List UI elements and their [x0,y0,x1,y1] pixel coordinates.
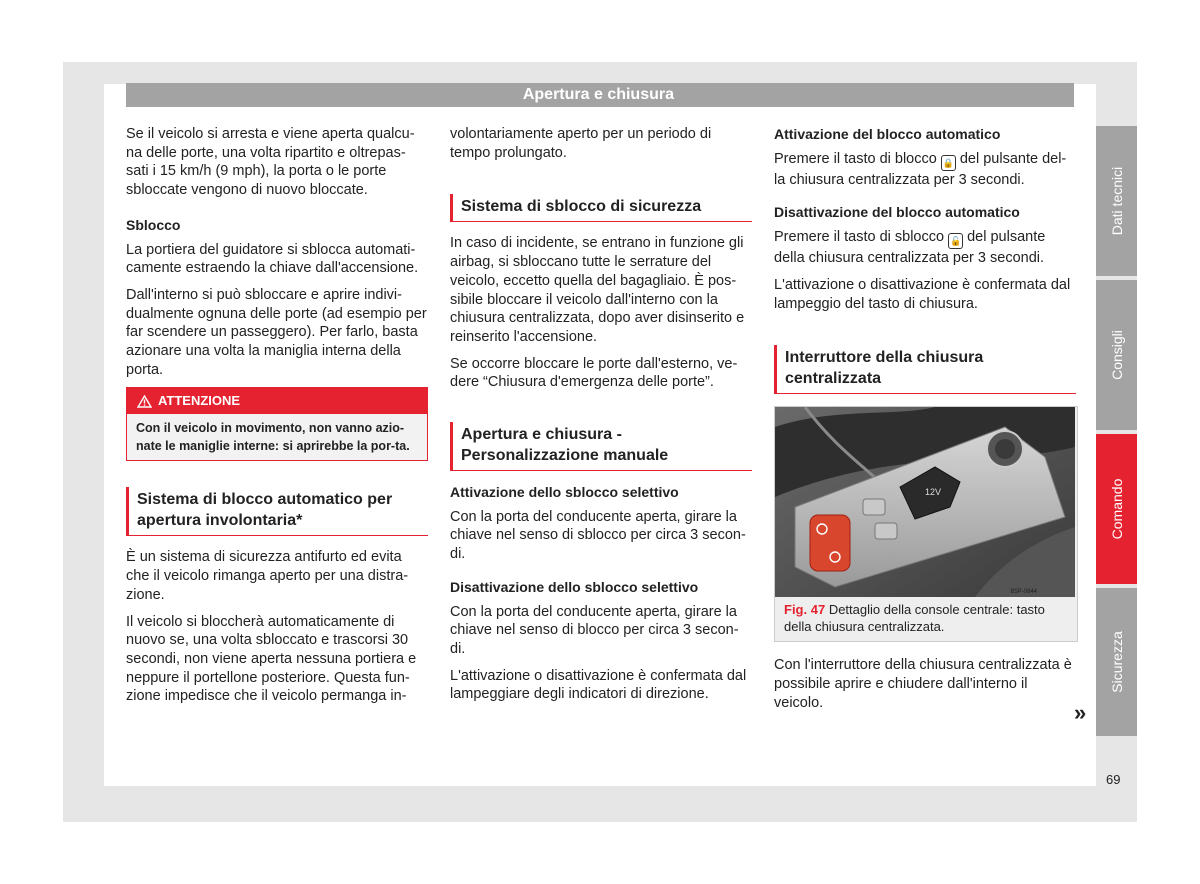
tab-label: Consigli [1108,330,1125,380]
figure-number: Fig. 47 [784,602,826,618]
paragraph: Se il veicolo si arresta e viene aperta qualcu-na delle porte, una volta ripartito e oltrepas-sati i 15 km/h (9 mph), la porta o le porte sbloccate vengono di nuovo bloccate. [126,126,415,199]
column-2 [450,125,752,712]
chapter-title-bar [126,83,1074,107]
page-frame-left [63,62,104,822]
paragraph: In caso di incidente, se entrano in funzione gli airbag, si sbloccano tutte le serrature del veicolo, eccetto quella del bagagliaio. È pos-sibile bloccare il veicolo dall'interno con la chiusura centralizzata, dopo aver disinserito e reinserito l'accensione. [450,235,745,345]
paragraph: volontariamente aperto per un periodo di tempo prolungato. [450,126,712,161]
section-heading-blocco-automatico: Sistema di blocco automatico per apertura involontaria* [126,487,428,536]
figure-code: B5P-0844 [1010,589,1037,596]
section-heading-personalizzazione: Apertura e chiusura - Personalizzazione manuale [450,422,752,471]
tab-label: Comando [1108,478,1125,540]
column-3 [774,125,1076,720]
tab-comando[interactable] [1096,434,1137,584]
figure-caption-text: Dettaglio della console centrale: tasto della chiusura centralizzata. [784,602,1045,635]
paragraph: Il veicolo si bloccherà automaticamente di nuovo se, una volta sbloccato e trascorsi 30 secondi, non viene aperta nessuna portiera e neppure il portellone posteriore. Questa fun-zione impedisce che il veicolo permanga in- [126,613,417,705]
paragraph: Con la porta del conducente aperta, girare la chiave nel senso di blocco per circa 3 secon-di. [450,603,739,657]
text: Premere il tasto di sblocco [774,229,945,246]
paragraph: L'attivazione o disattivazione è confermata dal lampeggio del tasto di chiusura. [774,276,1071,312]
figure-47 [774,406,1078,642]
paragraph: L'attivazione o disattivazione è confermata dal lampeggiare degli indicatori di direzione. [450,667,747,703]
continued-marker: » [1074,700,1087,725]
subheading: Disattivazione dello sblocco selettivo [450,578,699,595]
unlock-button-icon: 🔓 [948,233,963,249]
section-heading-sblocco-sicurezza: Sistema di sblocco di sicurezza [450,194,752,222]
subheading: Attivazione del blocco automatico [774,126,1001,142]
warning-triangle-icon [137,395,152,408]
section-heading-interruttore: Interruttore della chiusura centralizzata [774,345,1076,394]
paragraph: Se occorre bloccare le porte dall'esterno, ve-dere “Chiusura d'emergenza delle porte”. [450,355,738,391]
center-console-image [775,407,1075,597]
chapter-title: Apertura e chiusura [522,86,674,103]
warning-box [126,387,428,461]
paragraph: Con la porta del conducente aperta, girare la chiave nel senso di sblocco per circa 3 secon-di. [450,508,746,563]
tab-sicurezza[interactable] [1096,588,1137,736]
warning-text: Con il veicolo in movimento, non vanno azio-nate le maniglie interne: si aprirebbe la por-ta. [136,421,410,453]
warning-header [127,388,427,414]
column-1 [126,125,428,714]
subheading: Disattivazione del blocco automatico [774,204,1020,221]
paragraph [774,150,1076,190]
subheading: Attivazione dello sblocco selettivo [450,484,679,501]
tab-label: Dati tecnici [1108,166,1125,236]
paragraph: La portiera del guidatore si sblocca automati-camente estraendo la chiave dall'accensione. [126,241,419,277]
svg-text:12V: 12V [925,487,942,498]
lock-button-icon: 🔒 [941,155,956,171]
tab-consigli[interactable] [1096,280,1137,430]
warning-label: ATTENZIONE [158,393,241,409]
tab-label: Sicurezza [1108,631,1125,693]
paragraph: Con l'interruttore della chiusura centralizzata è possibile aprire e chiudere dall'interno il veicolo. [774,657,1072,711]
page-frame-top [63,62,1137,84]
paragraph: Dall'interno si può sbloccare e aprire indivi-dualmente ognuna delle porte (ad esempio per far scendere un passeggero). Per farlo, basta azionare una volta la maniglia interna della porta. [126,286,427,378]
page-frame-bottom [63,786,1137,822]
paragraph: È un sistema di sicurezza antifurto ed evita che il veicolo rimanga aperto per una distra-zione. [126,549,409,603]
figure-caption [775,597,1077,641]
text: del pulsante del-la chiusura centralizzata per 3 secondi. [774,150,1067,188]
subheading-sblocco: Sblocco [126,216,181,233]
page-number: 69 [1106,772,1121,787]
text: Premere il tasto di blocco [774,150,937,167]
tab-dati-tecnici[interactable] [1096,126,1137,276]
text: del pulsante della chiusura centralizzata per 3 secondi. [774,229,1046,267]
paragraph [774,228,1076,268]
